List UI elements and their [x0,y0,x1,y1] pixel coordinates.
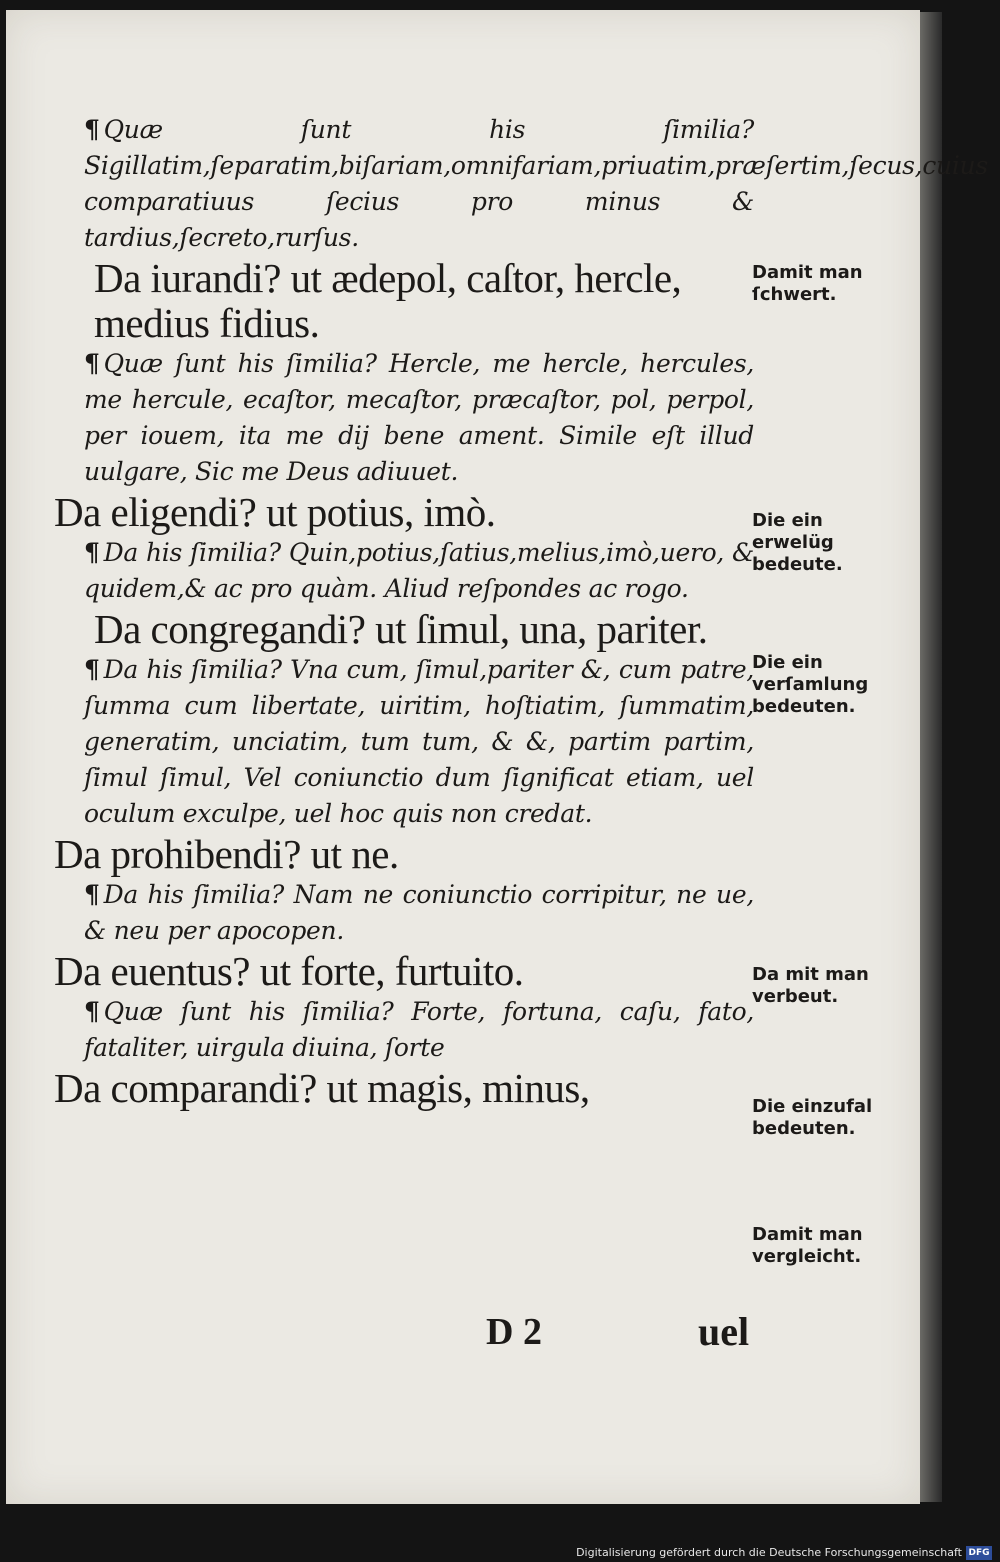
entry-heading: Da eligendi? ut potius, imò. [54,489,496,535]
similia-paragraph [54,346,754,490]
paragraph-text: Quæ ſunt his ſimilia? Forte, fortuna, caſu, fato, fataliter, uirgula diuina, ſorte [84,997,754,1062]
paragraph-text: Quæ ſunt his ſimilia? Sigillatim,ſeparatim,biſariam,omnifariam,priuatim,præſertim,ſecus,cuius comparatiuus ſecius pro minus & tardius,ſecreto,rurſus. [84,115,988,252]
dfg-logo: DFG [966,1546,992,1560]
margin-note: Damit man ſchwert. [752,262,863,305]
margin-note: Da mit man verbeut. [752,964,869,1007]
margin-note: Damit man vergleicht. [752,1224,863,1267]
pilcrow-mark: ¶ [84,349,100,378]
pilcrow-mark: ¶ [84,538,100,567]
catchword: uel [698,1309,750,1354]
margin-note: Die ein verſamlung bedeuten. [752,652,869,717]
paragraph-text: Da his ſimilia? Vna cum, ſimul,pariter &, cum patre, ſumma cum libertate, uiritim, hoſtiatim, ſummatim, generatim, unciatim, tum tum, & &, partim partim, ſimul ſimul, Vel coniunctio dum ſignificat etiam, uel oculum exculpe, uel hoc quis non credat. [84,655,754,828]
similia-paragraph [54,112,988,256]
page-edge [920,12,942,1502]
pilcrow-mark: ¶ [84,997,100,1026]
entry-heading: Da prohibendi? ut ne. [54,831,399,877]
digitization-credit: Digitalisierung gefördert durch die Deutsche Forschungsgemeinschaft [576,1546,962,1559]
signature-mark: D 2 [486,1311,542,1353]
entry-heading: Da euentus? ut forte, furtuito. [54,948,524,994]
pilcrow-mark: ¶ [84,880,100,909]
pilcrow-mark: ¶ [84,115,100,144]
pilcrow-mark: ¶ [84,655,100,684]
margin-note: Die einzufal bedeuten. [752,1096,873,1139]
paragraph-text: Da his ſimilia? Nam ne coniunctio corripitur, ne ue, & neu per apocopen. [84,880,754,945]
similia-paragraph [54,994,754,1066]
margin-note: Die ein erwelüg bedeute. [752,510,843,575]
entry-heading: Da comparandi? ut magis, minus, [54,1065,590,1111]
similia-paragraph [54,535,754,607]
paragraph-text: Quæ ſunt his ſimilia? Hercle, me hercle, hercules, me hercule, ecaſtor, mecaſtor, præcaſtor, pol, perpol, per iouem, ita me dij bene ament. Simile eſt illud uulgare, Sic me Deus adiuuet. [84,349,754,486]
paragraph-text: Da his ſimilia? Quin,potius,ſatius,melius,imò,uero, & quidem,& ac pro quàm. Aliud reſpondes ac rogo. [84,538,754,603]
entry-heading: Da iurandi? ut ædepol, caſtor, hercle, medius fidius. [94,255,682,346]
entry-heading: Da congregandi? ut ſimul, una, pariter. [94,606,708,652]
similia-paragraph [54,877,754,949]
similia-paragraph [54,652,754,832]
